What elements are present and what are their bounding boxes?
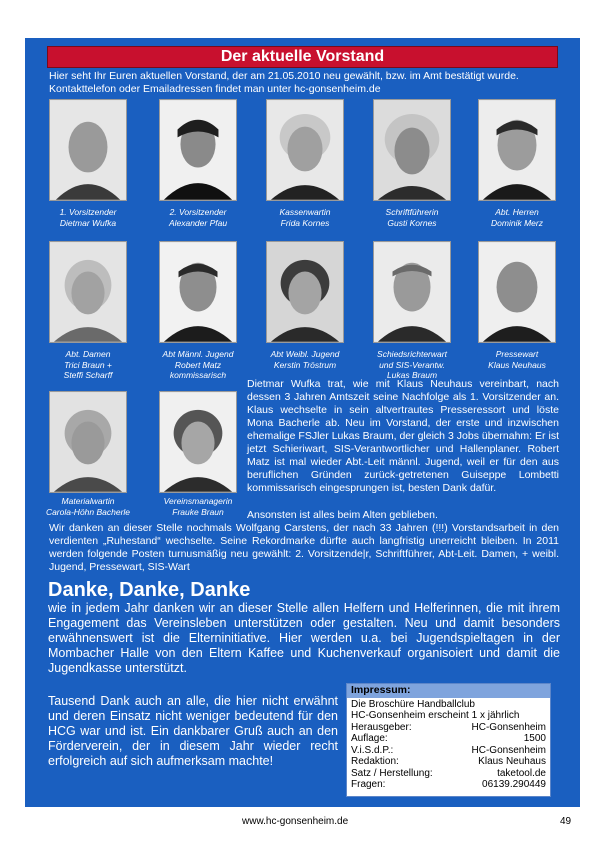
- caption-role: Abt Männl. Jugend: [162, 349, 234, 359]
- caption-name-2: Lukas Braum: [386, 370, 438, 380]
- caption-name: Dietmar Wufka: [59, 217, 117, 228]
- vorstand-paragraph-rest: Ansonsten ist alles beim Alten geblieben.: [247, 509, 438, 521]
- caption-name: Frida Kornes: [280, 217, 330, 228]
- caption-name: Kerstin Tröstrum: [273, 359, 337, 370]
- caption-role: Pressewart: [495, 349, 539, 359]
- impressum-label: V.i.S.d.P.:: [351, 744, 394, 756]
- caption-member-10: [467, 349, 567, 370]
- carstens-paragraph: Wir danken an dieser Stelle nochmals Wolfgang Carstens, der nach 33 Jahren (!!!) Vorstandsarbeit in den verdienten „Ruhestand“ wechselte. Seine Rekordmarke dürfte auch langfristig unerreicht bleiben. In 2011 werden folgende Posten turnusmäßig neu gewählt: 2. Vorsitzende|r, Schriftführer, Abt-Leit. Damen, + weibl. Jugend, Pressewart, SIS-Wart: [49, 522, 559, 573]
- caption-member-12: [148, 496, 248, 517]
- caption-name: Klaus Neuhaus: [488, 359, 546, 370]
- caption-name: Dominik Merz: [491, 217, 543, 228]
- caption-name: Trici Braun +: [64, 359, 112, 370]
- caption-role: Kassenwartin: [279, 207, 331, 217]
- vorstand-paragraph: Dietmar Wufka trat, wie mit Klaus Neuhaus vereinbart, nach dessen 3 Jahren Amtszeit seine Nachfolge als 1. Vorsitzender an. Klaus wechselte in sein altvertrautes Presseressort und löste Mona Bacherle ab. Neu im Vorstand, der erste und inzwischen ehemalige FSJler Lukas Braum, der gleich 3 Jobs übernahm: Er ist jetzt Schieriwart, SIS-Verantwortlicher und Hallenplaner. Robert Matz ist mal wieder Abt.-Leit männl. Jugend, weil er für den aus beruflichen Gründen zurück-getretenen Guiseppe Lombetti kommissarisch eingesprungen ist, besten Dank dafür.: [247, 378, 559, 494]
- impressum-value: 06139.290449: [482, 779, 546, 790]
- caption-role: 1. Vorsitzender: [59, 207, 117, 217]
- impressum-row: [351, 733, 546, 745]
- intro-line-2: Kontakttelefon oder Emailadressen findet man unter hc-gonsenheim.de: [49, 83, 381, 95]
- thanks-text-1: wie in jedem Jahr danken wir an dieser Stelle allen Helfern und Helferinnen, die mit ihrem Engagement das Vereinsleben unterstützen oder gestalten. Neu und damit besonders erwähnenswert ist die Elterninitiative. Hier werden u.a. bei Jugendspieltagen in der Mombacher Halle von den Eltern Kaffee und Kuchenverkauf organisoiert und damit die Jugendkasse unterstützt.: [48, 601, 560, 675]
- impressum-value: HC-Gonsenheim: [471, 744, 546, 756]
- impressum-row: [351, 779, 546, 791]
- caption-name: Gusti Kornes: [387, 217, 437, 228]
- caption-name-2: Steffi Scharff: [63, 370, 113, 380]
- photo-member-9: [373, 241, 451, 343]
- section-title: Der aktuelle Vorstand: [47, 46, 558, 68]
- caption-name-2: kommissarisch: [169, 370, 227, 380]
- caption-role: Vereinsmanagerin: [163, 496, 233, 506]
- caption-member-1: [38, 207, 138, 228]
- impressum-row: [351, 722, 546, 734]
- caption-role: Abt. Herren: [495, 207, 539, 217]
- caption-member-3: [255, 207, 355, 228]
- caption-role: Abt. Damen: [65, 349, 111, 359]
- impressum-value: Klaus Neuhaus: [478, 756, 546, 767]
- photo-member-2: [159, 99, 237, 201]
- caption-member-6: [38, 349, 138, 381]
- impressum-value: HC-Gonsenheim: [471, 721, 546, 733]
- photo-member-1: [49, 99, 127, 201]
- caption-name: und SIS-Verantw.: [379, 359, 445, 370]
- caption-member-2: [148, 207, 248, 228]
- thanks-heading: Danke, Danke, Danke: [48, 579, 251, 601]
- caption-role: Schriftführerin: [385, 207, 439, 217]
- photo-member-10: [478, 241, 556, 343]
- impressum-value: taketool.de: [497, 767, 546, 779]
- photo-member-12: [159, 391, 237, 493]
- impressum-heading: Impressum:: [347, 684, 550, 698]
- photo-member-7: [159, 241, 237, 343]
- photo-member-11: [49, 391, 127, 493]
- caption-name: Alexander Pfau: [168, 217, 228, 228]
- caption-role: Materialwartin: [61, 496, 115, 506]
- caption-name: Robert Matz: [174, 359, 222, 370]
- photo-member-6: [49, 241, 127, 343]
- photo-member-5: [478, 99, 556, 201]
- impressum-label: Fragen:: [351, 779, 386, 790]
- caption-role: Abt Weibl. Jugend: [270, 349, 340, 359]
- footer-url: www.hc-gonsenheim.de: [242, 816, 349, 827]
- photo-member-4: [373, 99, 451, 201]
- caption-member-9: [362, 349, 462, 381]
- impressum-line-2: HC-Gonsenheim erscheint 1 x jährlich: [351, 710, 520, 721]
- impressum-row: [351, 745, 546, 757]
- caption-member-8: [255, 349, 355, 370]
- photo-member-8: [266, 241, 344, 343]
- caption-member-4: [362, 207, 462, 228]
- caption-name: Carola-Höhn Bacherle: [45, 506, 131, 517]
- thanks-text-2: Tausend Dank auch an alle, die hier nicht erwähnt und deren Einsatz nicht weniger bedeutend für den HCG war und ist. Ein dankbarer Gruß auch an den Förderverein, der in diesem Jahr wieder recht erfolgreich auf sich aufmerksam machte!: [48, 694, 338, 768]
- caption-role: Schiedsrichterwart: [377, 349, 447, 359]
- caption-member-5: [467, 207, 567, 228]
- intro-text: [49, 70, 559, 96]
- impressum-label: Herausgeber:: [351, 721, 412, 733]
- caption-member-11: [38, 496, 138, 517]
- impressum-label: Redaktion:: [351, 756, 399, 767]
- impressum-row: [351, 756, 546, 768]
- caption-name: Frauke Braun: [172, 506, 224, 517]
- photo-member-3: [266, 99, 344, 201]
- caption-role: 2. Vorsitzender: [169, 207, 227, 217]
- impressum-label: Satz / Herstellung:: [351, 767, 433, 779]
- page-number: 49: [560, 816, 572, 827]
- caption-member-7: [148, 349, 248, 381]
- impressum-line-1: Die Broschüre Handballclub: [351, 698, 475, 710]
- impressum-value: 1500: [523, 733, 546, 744]
- impressum-row: [351, 768, 546, 780]
- intro-line-1: Hier seht Ihr Euren aktuellen Vorstand, der am 21.05.2010 neu gewählt, bzw. im Amt bestätigt wurde.: [49, 70, 519, 82]
- impressum-box: [346, 683, 551, 797]
- impressum-label: Auflage:: [351, 733, 388, 744]
